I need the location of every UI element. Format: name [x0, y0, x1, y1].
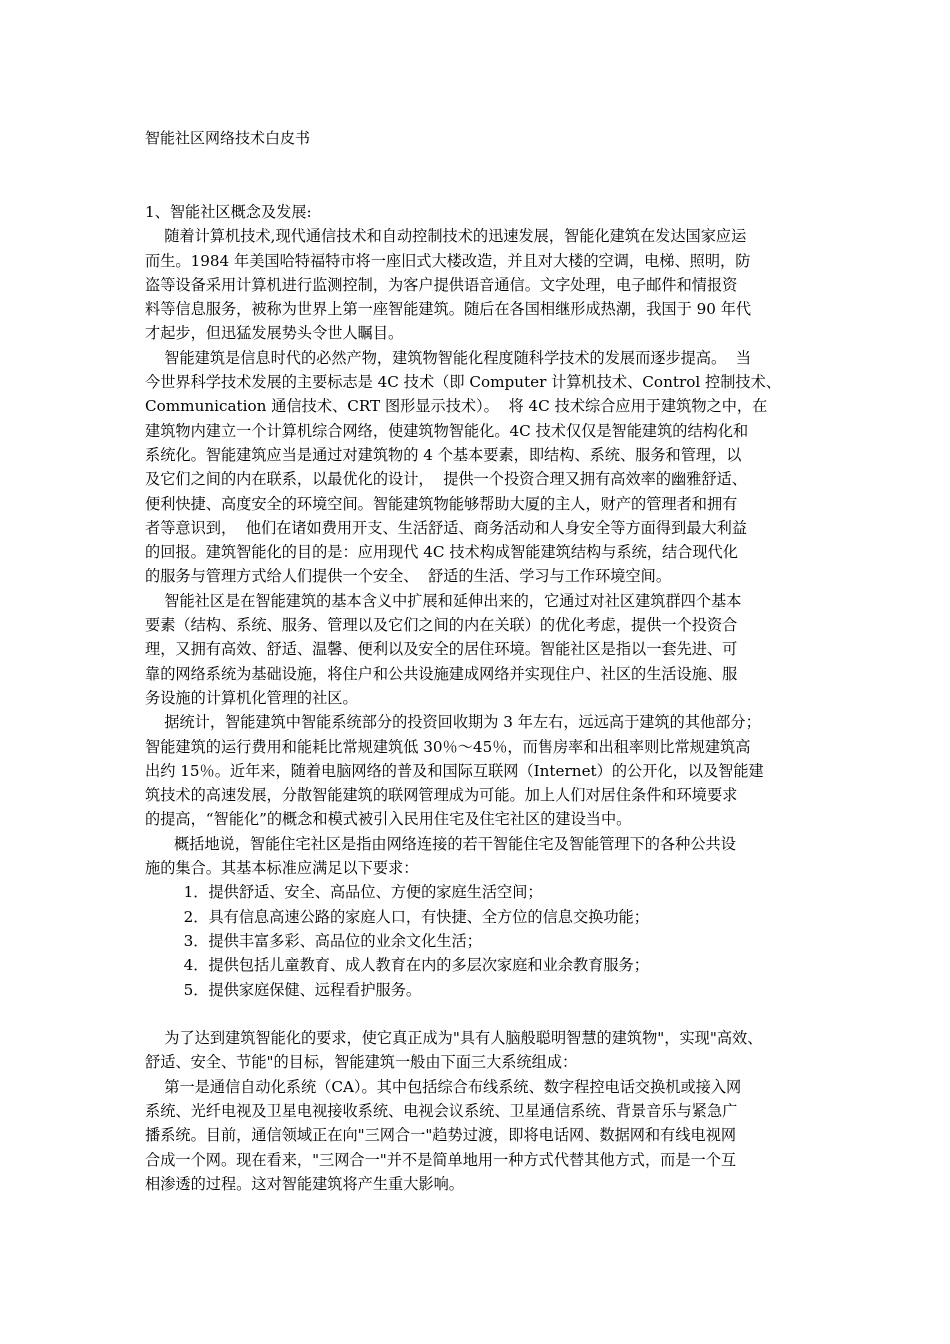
- text-line: 合成一个网。现在看来，"三网合一"并不是简单地用一种方式代替其他方式，而是一个互: [145, 1150, 737, 1169]
- document-title: 智能社区网络技术白皮书: [145, 129, 311, 147]
- text-line: 料等信息服务，被称为世界上第一座智能建筑。随后在各国相继形成热潮，我国于 90 年代: [145, 300, 752, 319]
- list-item: 4．提供包括儿童教育、成人教育在内的多层次家庭和业余教育服务；: [145, 956, 649, 975]
- text-line: 施的集合。其基本标准应满足以下要求：: [145, 859, 419, 878]
- text-line: 智能社区是在智能建筑的基本含义中扩展和延伸出来的，它通过对社区建筑群四个基本: [145, 591, 742, 610]
- blank-line: [145, 1002, 817, 1026]
- text-line: 而生。1984 年美国哈特福特市将一座旧式大楼改造，并且对大楼的空调，电梯、照明，防: [145, 251, 751, 270]
- text-line: 智能建筑是信息时代的必然产物，建筑物智能化程度随科学技术的发展而逐步提高。 当: [145, 348, 752, 367]
- text-line: 务设施的计算机化管理的社区。: [145, 688, 358, 707]
- list-item: 5．提供家庭保健、远程看护服务。: [145, 980, 422, 999]
- text-line: 建筑物内建立一个计算机综合网络，使建筑物智能化。4C 技术仅仅是智能建筑的结构化和: [145, 421, 749, 440]
- list-item: 3．提供丰富多彩、高品位的业余文化生活；: [145, 931, 482, 950]
- text-line: 为了达到建筑智能化的要求，使它真正成为"具有人脑般聪明智慧的建筑物"，实现"高效、: [145, 1029, 763, 1048]
- text-line: 及它们之间的内在联系，以最优化的设计， 提供一个投资合理又拥有高效率的幽雅舒适、: [145, 470, 747, 489]
- text-line: 舒适、安全、节能"的目标，智能建筑一般由下面三大系统组成：: [145, 1053, 578, 1072]
- text-line: 出约 15％。近年来，随着电脑网络的普及和国际互联网（Internet）的公开化，以及智能建: [145, 761, 764, 780]
- document-body: [145, 200, 817, 1196]
- text-line: 靠的网络系统为基础设施，将住户和公共设施建成网络并实现住户、社区的生活设施、服: [145, 664, 738, 683]
- text-line: 随着计算机技术,现代通信技术和自动控制技术的迅速发展，智能化建筑在发达国家应运: [145, 227, 747, 246]
- text-line: 相渗透的过程。这对智能建筑将产生重大影响。: [145, 1174, 464, 1193]
- text-line: 盗等设备采用计算机进行监测控制，为客户提供语音通信。文字处理，电子邮件和情报资: [145, 275, 738, 294]
- text-line: 理，又拥有高效、舒适、温馨、便利以及安全的居住环境。智能社区是指以一套先进、可: [145, 640, 738, 659]
- text-line: 系统化。智能建筑应当是通过对建筑物的 4 个基本要素，即结构、系统、服务和管理，以: [145, 445, 742, 464]
- text-line: 便利快捷、高度安全的环境空间。智能建筑物能够帮助大厦的主人，财产的管理者和拥有: [145, 494, 738, 513]
- text-line: 概括地说，智能住宅社区是指由网络连接的若干智能住宅及智能管理下的各种公共设: [145, 834, 736, 853]
- text-line: 第一是通信自动化系统（CA）。其中包括综合布线系统、数字程控电话交换机或接入网: [145, 1077, 742, 1096]
- text-line: Communication 通信技术、CRT 图形显示技术）。 将 4C 技术综合应用于建筑物之中，在: [145, 397, 768, 416]
- list-item: 1．提供舒适、安全、高品位、方便的家庭生活空间；: [145, 883, 543, 902]
- text-line: 智能建筑的运行费用和能耗比常规建筑低 30％～45％，而售房率和出租率则比常规建筑高: [145, 737, 751, 756]
- text-line: 要素（结构、系统、服务、管理以及它们之间的内在关联）的优化考虑，提供一个投资合: [145, 616, 738, 635]
- section-heading: 1、智能社区概念及发展:: [145, 203, 312, 221]
- text-line: 的提高，“智能化”的概念和模式被引入民用住宅及住宅社区的建设当中。: [145, 810, 632, 829]
- text-line: 据统计，智能建筑中智能系统部分的投资回收期为 3 年左右，远远高于建筑的其他部分；: [145, 713, 761, 732]
- text-line: 的服务与管理方式给人们提供一个安全、 舒适的生活、学习与工作环境空间。: [145, 567, 672, 586]
- text-line: 筑技术的高速发展，分散智能建筑的联网管理成为可能。加上人们对居住条件和环境要求: [145, 786, 738, 805]
- text-line: 系统、光纤电视及卫星电视接收系统、电视会议系统、卫星通信系统、背景音乐与紧急广: [145, 1101, 738, 1120]
- text-line: 今世界科学技术发展的主要标志是 4C 技术（即 Computer 计算机技术、Control 控制技术、: [145, 373, 781, 392]
- list-item: 2．具有信息高速公路的家庭人口，有快捷、全方位的信息交换功能；: [145, 907, 649, 926]
- text-line: 才起步，但迅猛发展势头令世人瞩目。: [145, 324, 404, 343]
- text-line: 者等意识到， 他们在诸如费用开支、生活舒适、商务活动和人身安全等方面得到最大利益: [145, 518, 747, 537]
- text-line: 播系统。目前，通信领域正在向"三网合一"趋势过渡，即将电话网、数据网和有线电视网: [145, 1126, 737, 1145]
- text-line: 的回报。建筑智能化的目的是：应用现代 4C 技术构成智能建筑结构与系统，结合现代化: [145, 543, 738, 562]
